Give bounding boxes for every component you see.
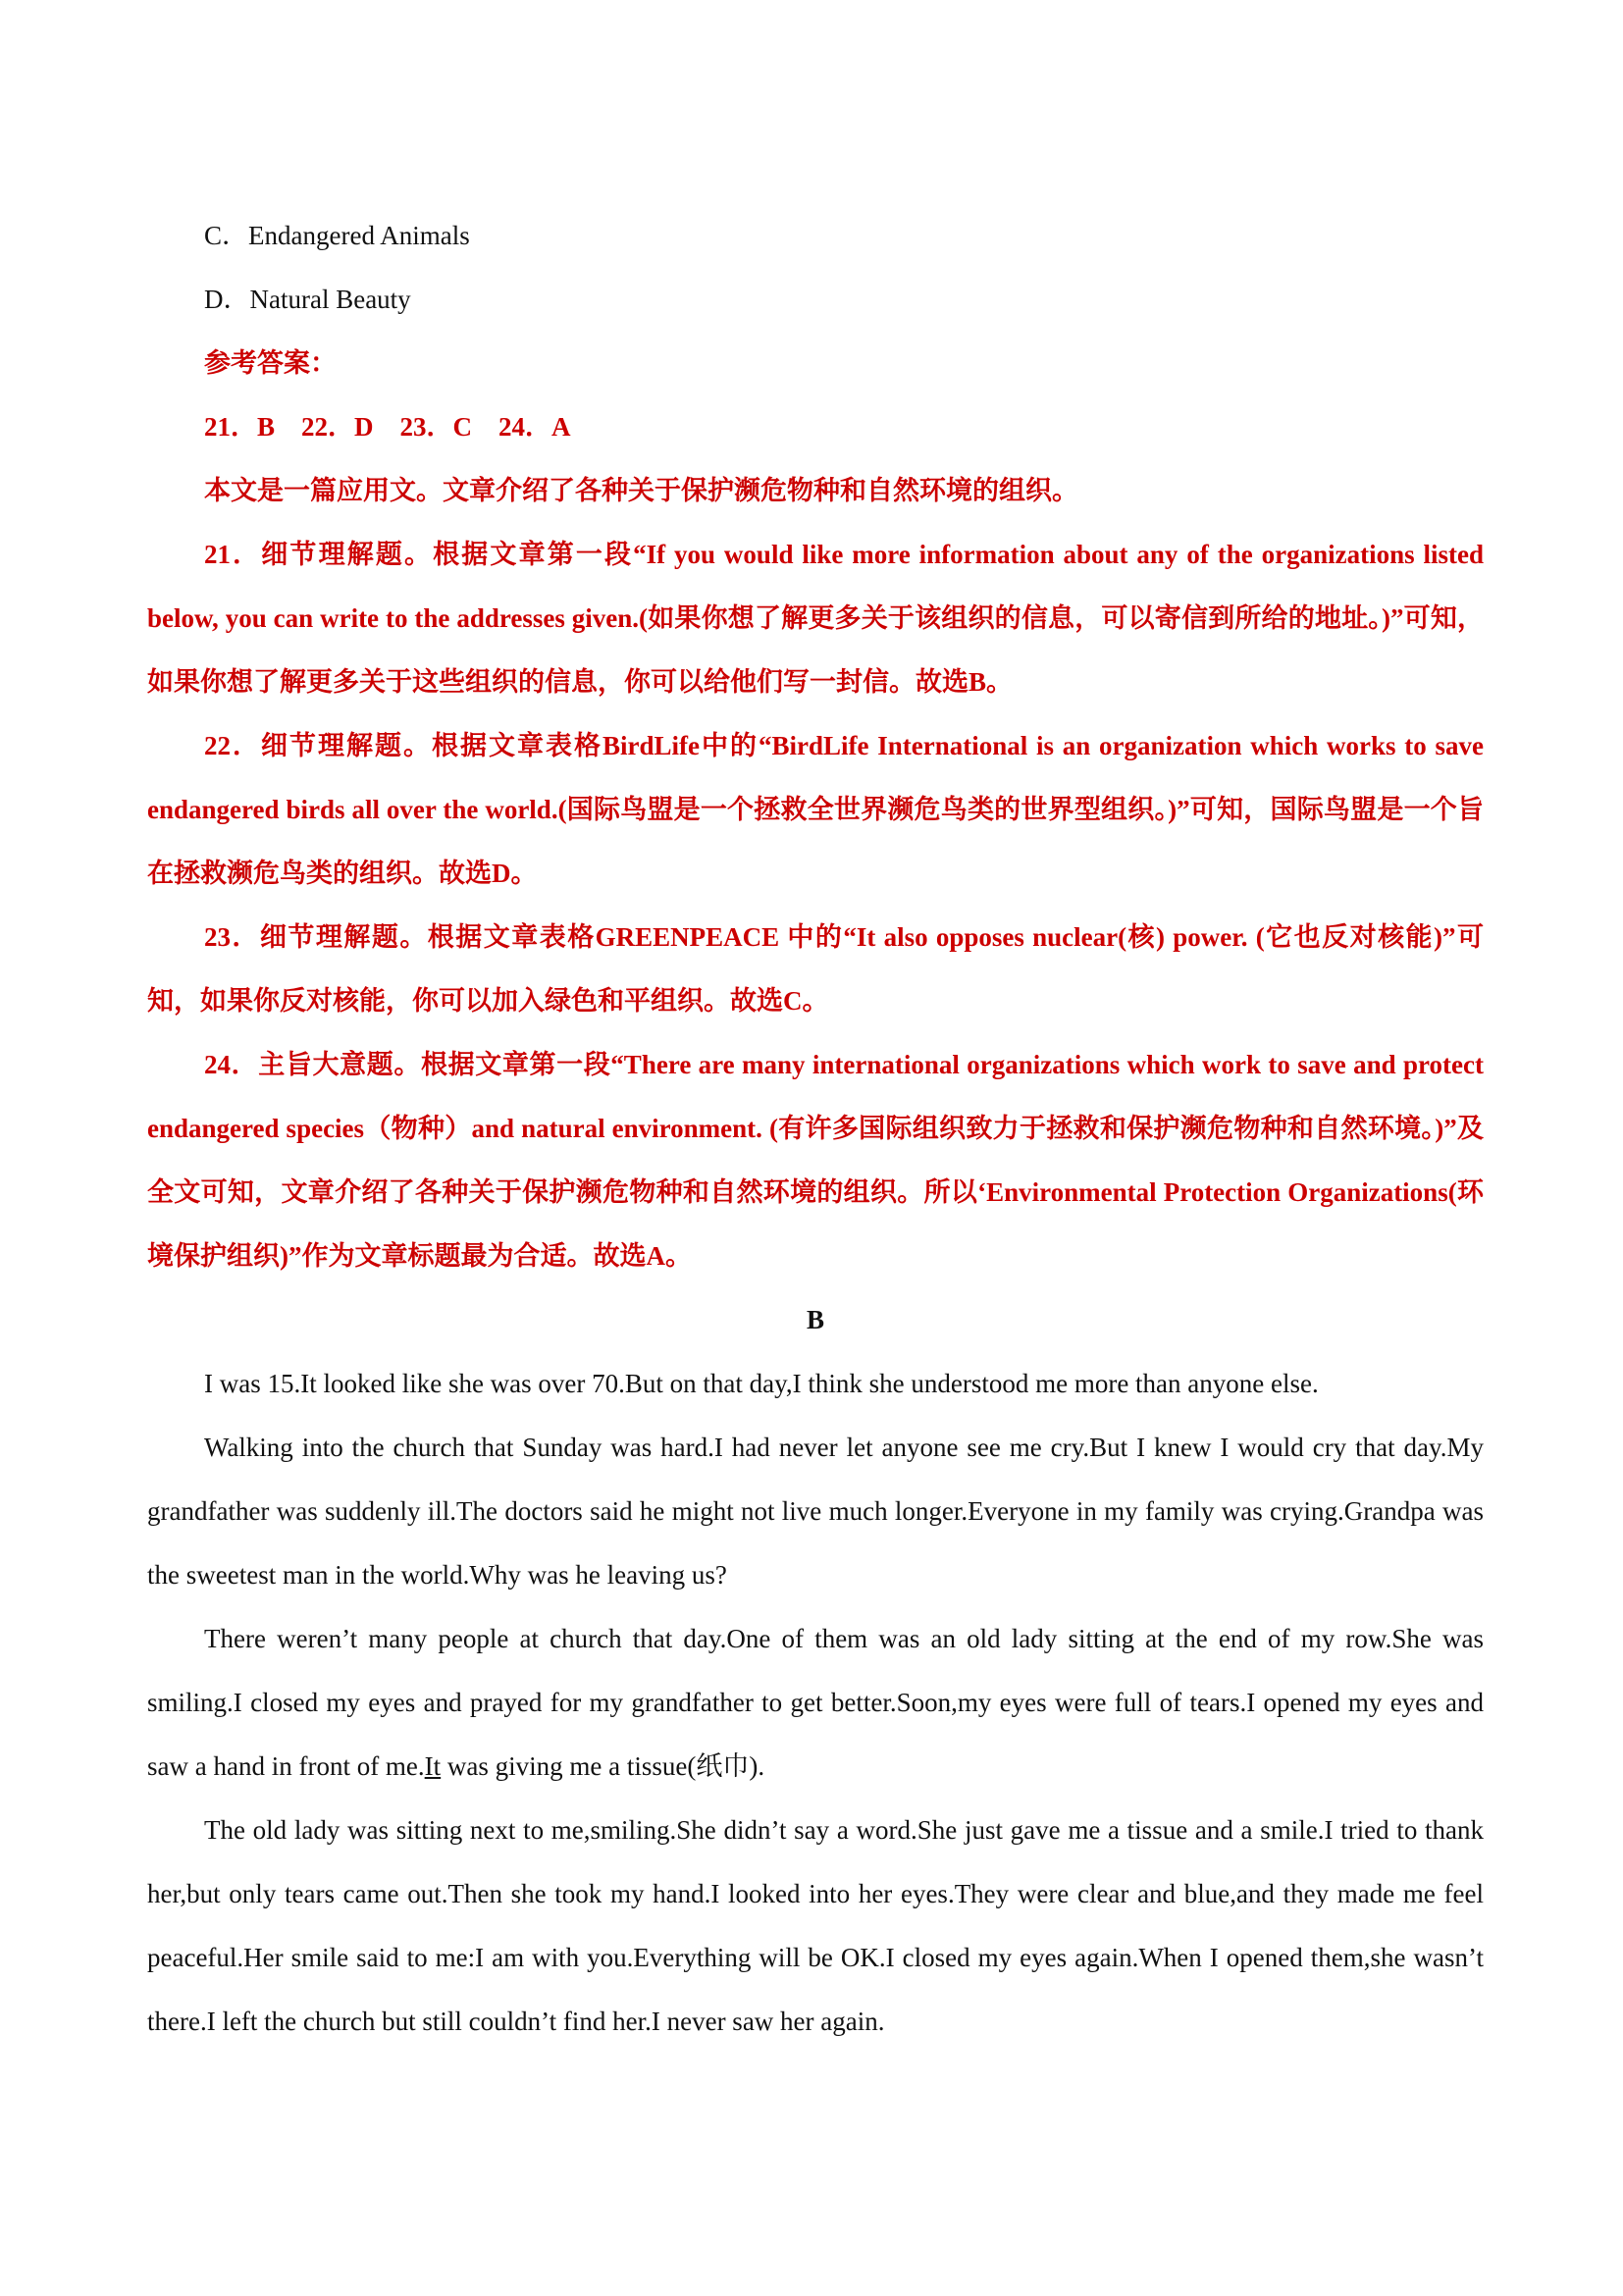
option-d: D．Natural Beauty — [204, 285, 411, 314]
explanation-23: 23．细节理解题。根据文章表格GREENPEACE 中的“It also opposes nuclear(核) power. (它也反对核能)”可知，如果你反对核能，你可以加入绿色和平组织。故选C。 — [147, 922, 1484, 1016]
answer-key: 21．B 22．D 23．C 24．A — [204, 412, 571, 442]
answer-heading: 参考答案： — [204, 348, 337, 378]
explanation-22: 22．细节理解题。根据文章表格BirdLife中的“BirdLife International is an organization which works to save endangered birds all over the world.(国际鸟盟是一个拯救全世界濒危鸟类的世界型组织。)”可知，国际鸟盟是一个旨在拯救濒危鸟类的组织。故选D。 — [147, 731, 1484, 888]
passage-paragraph-1: I was 15.It looked like she was over 70.But on that day,I think she understood me more than anyone else. — [204, 1369, 1319, 1398]
passage-paragraph-3 — [147, 1607, 1484, 1799]
explanation-21: 21．细节理解题。根据文章第一段“If you would like more information about any of the organizations listed below, you can write to the addresses given.(如果你想了解更多关于该组织的信息，可以寄信到所给的地址。)”可知，如果你想了解更多关于这些组织的信息，你可以给他们写一封信。故选B。 — [147, 540, 1484, 697]
explanation-24: 24．主旨大意题。根据文章第一段“There are many international organizations which work to save and protect endangered species（物种）and natural environment. (有许多国际组织致力于拯救和保护濒危物种和自然环境。)”及全文可知，文章介绍了各种关于保护濒危物种和自然环境的组织。所以‘Environmental Protection Organizations(环境保护组织)”作为文章标题最为合适。故选A。 — [147, 1050, 1484, 1271]
paragraph-3-tail: was giving me a tissue(纸巾). — [441, 1751, 765, 1781]
passage-paragraph-4: The old lady was sitting next to me,smiling.She didn’t say a word.She just gave me a tissue and a smile.I tried to thank her,but only tears came out.Then she took my hand.I looked into her eyes.They were clear and blue,and they made me feel peaceful.Her smile said to me:I am with you.Everything will be OK.I closed my eyes again.When I opened them,she wasn’t there.I left the church but still couldn’t find her.I never saw her again. — [147, 1815, 1484, 2036]
section-label: B — [806, 1305, 824, 1334]
document-page — [147, 204, 1484, 2054]
underlined-it: It — [424, 1751, 442, 1781]
paragraph-3-text: There weren’t many people at church that day.One of them was an old lady sitting at the end of my row.She was smiling.I closed my eyes and prayed for my grandfather to get better.Soon,my eyes were full of tears.I opened my eyes and saw a hand in front of me. — [147, 1624, 1484, 1781]
option-c: C．Endangered Animals — [204, 221, 470, 250]
summary: 本文是一篇应用文。文章介绍了各种关于保护濒危物种和自然环境的组织。 — [204, 476, 1078, 505]
passage-paragraph-2: Walking into the church that Sunday was hard.I had never let anyone see me cry.But I knew I would cry that day.My grandfather was suddenly ill.The doctors said he might not live much longer.Everyone in my family was crying.Grandpa was the sweetest man in the world.Why was he leaving us? — [147, 1433, 1484, 1590]
